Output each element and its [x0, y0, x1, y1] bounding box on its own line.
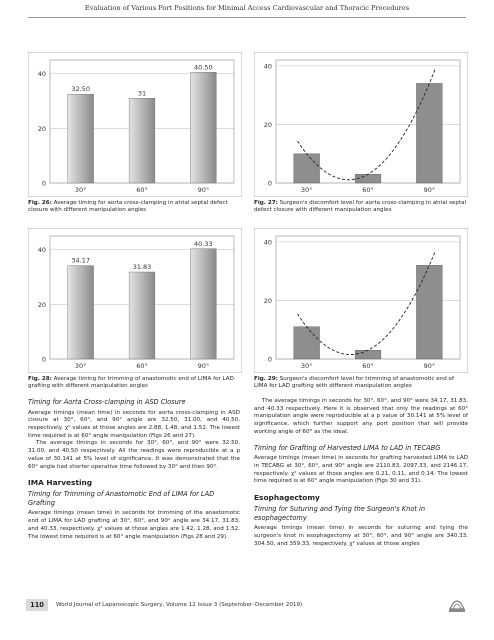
- right-column: [254, 398, 468, 548]
- data-label: 34.17: [71, 256, 90, 265]
- fig28-text: Average timing for trimming of anastomotic end of LIMA for LAD grafting with different manipulation angles: [28, 376, 234, 390]
- data-label: 40.33: [194, 239, 213, 248]
- data-label: 31: [137, 89, 147, 98]
- x-tick-label: 30°: [74, 362, 87, 370]
- paragraph-grafting: Average timings (mean time) in seconds for grafting harvested LIMA to LAD in TECABG at 30°, 60°, and 90° angle are 2110.83, 2097.33, and 2146.17, respectively. χ² values at those angles are 0.21, 0.11, and 0.14. The lowest time required is at 60° angle manipulation (Figs 30 and 31).: [254, 455, 468, 485]
- x-tick-label: 90°: [197, 186, 210, 194]
- page-footer: [26, 599, 468, 613]
- fig28-caption: [28, 376, 242, 391]
- y-tick-label: 40: [37, 246, 46, 255]
- y-tick-label: 20: [263, 296, 272, 305]
- fig26-number: Fig. 26:: [28, 200, 52, 206]
- fig27-number: Fig. 27:: [254, 200, 278, 206]
- paragraph-aorta-2: The average timings in seconds for 30°, 60°, and 90° were 32.50, 31.00, and 40.50 respectively. All the readings were reproducible at a p value of 30.141 at 5% level of significance. It was demonstrated that the 60° angle had shorter operative time followed by 30° and then 90°.: [28, 440, 240, 470]
- bar: [68, 94, 94, 183]
- bar: [68, 266, 94, 359]
- x-tick-label: 30°: [300, 186, 313, 194]
- y-tick-label: 40: [263, 62, 272, 71]
- fig27-text: Surgeon's discomfort level for aorta cross-clamping in atrial septal defect closure with different manipulation angles: [254, 200, 467, 214]
- x-tick-label: 60°: [362, 186, 374, 194]
- bar: [294, 154, 320, 183]
- fig27-caption: [254, 200, 468, 215]
- y-tick-label: 40: [37, 70, 46, 79]
- x-tick-label: 60°: [136, 362, 148, 370]
- paragraph-aorta-1: Average timings (mean time) in seconds for aorta cross-clamping in ASD closure at 30°, 60°, and 90° angle are 32.50, 31.00, and 40.50, respectively. χ² values at those angles are 2.88, 1.48, and 1.52. The lowest time required is at 60° angle manipulation (Figs 26 and 27).: [28, 409, 240, 439]
- y-tick-label: 0: [41, 179, 46, 188]
- heading-grafting-timing: Timing for Grafting of Harvested LIMA to LAD in TECABG: [254, 443, 441, 452]
- left-column: [28, 398, 240, 541]
- fig26-caption: [28, 200, 242, 215]
- heading-aorta-timing: Timing for Aorta Cross-clamping in ASD Closure: [28, 398, 186, 406]
- paragraph-lima-results: The average timings in seconds for 30°, 60°, and 90° were 34.17, 31.83, and 40.33 respectively. Here it is observed that only the readings at 60° manipulation angle were reproducible at a p value of 30.141 at 5% level of significance, which further support any port position that will provide working angle of 60° as the ideal.: [254, 398, 468, 435]
- bar: [416, 265, 442, 359]
- fig26-text: Average timing for aorta cross-clamping in atrial septal defect closure with different manipulation angles: [28, 200, 228, 214]
- fig29-caption: [254, 376, 468, 391]
- bar: [416, 83, 442, 183]
- fig27-chart: [254, 52, 468, 197]
- page-number: 110: [26, 599, 48, 611]
- y-tick-label: 0: [267, 179, 272, 188]
- data-label: 40.50: [194, 63, 213, 72]
- heading-esophagectomy: Esophagectomy: [254, 492, 320, 502]
- y-tick-label: 20: [263, 120, 272, 129]
- fig29-number: Fig. 29:: [254, 376, 278, 382]
- fig28-number: Fig. 28:: [28, 376, 52, 382]
- x-tick-label: 90°: [197, 362, 210, 370]
- y-tick-label: 20: [37, 300, 46, 309]
- heading-ima-harvesting: IMA Harvesting: [28, 478, 93, 488]
- bar: [190, 249, 216, 359]
- fig28-chart: [28, 228, 242, 373]
- publisher-logo-icon: [446, 591, 468, 613]
- paragraph-suturing: Average timings (mean time) in seconds for suturing and tying the surgeon's knot in esophagectomy at 30°, 60°, and 90° angle are 340.33, 304.50, and 359.33, respectively. χ² values at those angles: [254, 525, 468, 547]
- x-tick-label: 60°: [136, 186, 148, 194]
- bar: [294, 327, 320, 359]
- data-label: 31.83: [132, 262, 152, 271]
- y-tick-label: 0: [267, 355, 272, 364]
- x-tick-label: 30°: [300, 362, 313, 370]
- x-tick-label: 90°: [423, 186, 436, 194]
- heading-lima-trimming: Timing for Trimming of Anastomotic End of LIMA for LAD Grafting: [28, 490, 215, 507]
- fig26-chart: [28, 52, 242, 197]
- bar: [129, 98, 155, 183]
- y-tick-label: 0: [41, 355, 46, 364]
- y-tick-label: 20: [37, 124, 46, 133]
- bar: [190, 72, 216, 183]
- paragraph-lima-trimming: Average timings (mean time) in seconds for trimming of the anastomotic end of LIMA for LAD grafting at 30°, 60°, and 90° angle are 34.17, 31.83, and 40.33, respectively. χ² values at those angles are 1.42, 1.28, and 1.52. The lowest time required is at 60° angle manipulation (Figs 28 and 29).: [28, 510, 240, 540]
- fig29-chart: [254, 228, 468, 373]
- bar: [355, 350, 381, 359]
- bar: [129, 272, 155, 359]
- data-label: 32.50: [71, 85, 90, 94]
- running-head: Evaluation of Various Port Positions for Minimal Access Cardiovascular and Thoracic Procedures: [84, 4, 410, 12]
- fig29-text: Surgeon's discomfort level for trimming of anastomotic end of LIMA for LAD grafting with different manipulation angles: [254, 376, 454, 390]
- header-rule: [28, 17, 466, 18]
- journal-citation: World Journal of Laparoscopic Surgery, Volume 12 Issue 3 (September–December 2019): [56, 602, 303, 608]
- x-tick-label: 60°: [362, 362, 374, 370]
- x-tick-label: 90°: [423, 362, 436, 370]
- y-tick-label: 40: [263, 238, 272, 247]
- x-tick-label: 30°: [74, 186, 87, 194]
- heading-suturing-timing: Timing for Suturing and Tying the Surgeon's Knot in esophagectomy: [254, 504, 426, 522]
